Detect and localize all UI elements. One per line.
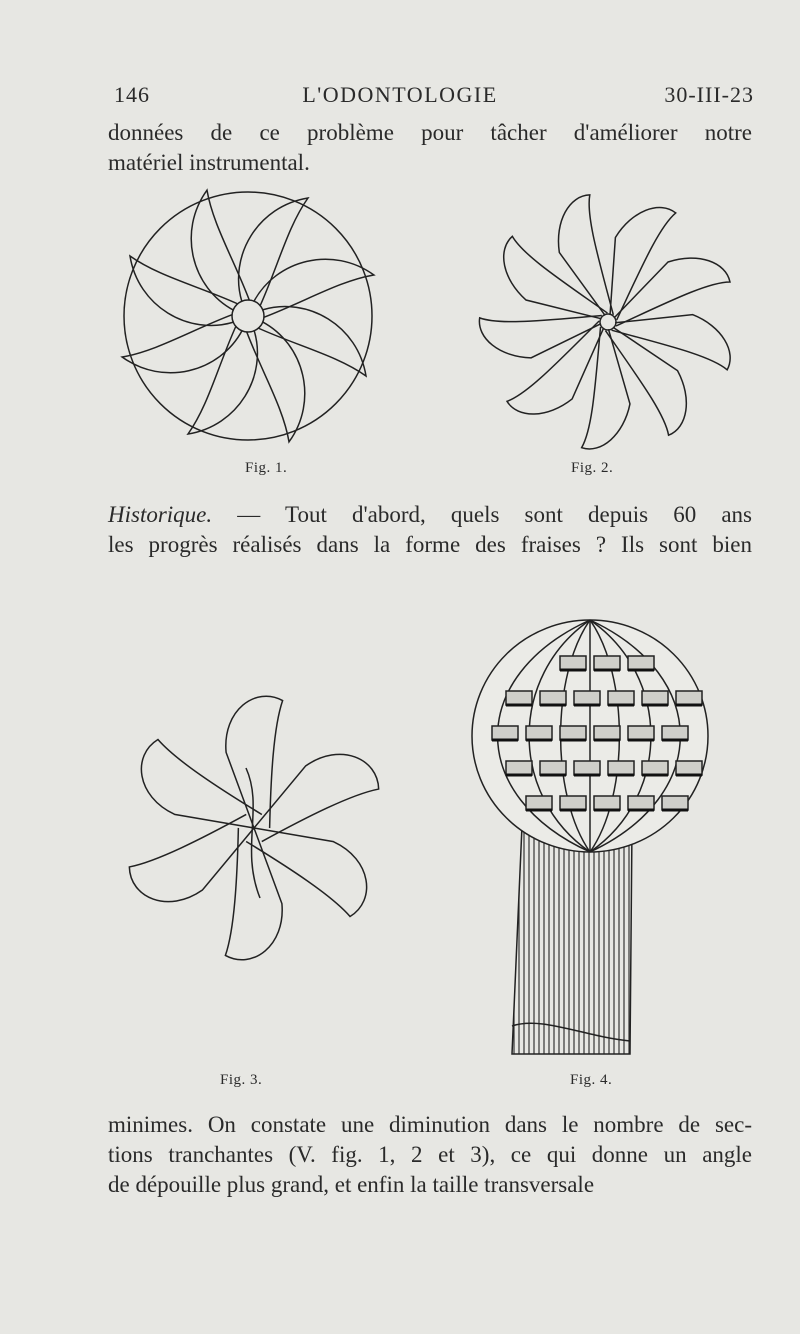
- blade-line: [239, 198, 308, 306]
- tooth-shape: [676, 761, 702, 775]
- issue-date: 30-III-23: [664, 82, 754, 107]
- running-title: L'ODONTOLOGIE: [302, 82, 498, 107]
- text-line: données de ce problème pour tâcher d'améliorer notre: [108, 120, 752, 145]
- figure-2-caption: Fig. 2.: [571, 460, 614, 476]
- tooth-shape: [492, 726, 518, 740]
- tooth-shape: [594, 726, 620, 740]
- tooth-shape: [594, 656, 620, 670]
- tooth-shape: [676, 691, 702, 705]
- figure-4-illustration: [462, 586, 722, 1066]
- tooth-shape: [628, 656, 654, 670]
- tooth-shape: [642, 761, 668, 775]
- blade-line: [544, 325, 661, 459]
- tooth-shape: [560, 796, 586, 810]
- blade-line: [614, 258, 730, 326]
- blade-line: [188, 326, 257, 434]
- text-line: tions tranchantes (V. fig. 1, 2 et 3), ce qui donne un angle: [108, 1142, 752, 1167]
- paragraph-historique: [108, 500, 752, 560]
- text-line: de dépouille plus grand, et enfin la taille transversale: [108, 1172, 595, 1197]
- blade-line: [252, 741, 384, 860]
- tooth-shape: [608, 691, 634, 705]
- blade-line: [471, 277, 603, 381]
- tooth-shape: [662, 796, 688, 810]
- text-line: matériel instrumental.: [108, 150, 310, 175]
- text-run: — Tout d'abord, quels sont depuis 60 ans: [212, 502, 752, 527]
- tooth-shape: [540, 691, 566, 705]
- paragraph-intro: [108, 118, 752, 178]
- section-heading: Historique.: [108, 502, 213, 527]
- figure-3-illustration: [124, 698, 384, 958]
- text-line: [108, 500, 752, 530]
- blade-line: [258, 307, 366, 376]
- blade-line: [605, 317, 692, 443]
- paragraph-conclusion: [108, 1110, 752, 1200]
- figure-3-caption: Fig. 3.: [220, 1072, 263, 1088]
- tooth-shape: [574, 761, 600, 775]
- tooth-shape: [540, 761, 566, 775]
- tooth-shape: [526, 726, 552, 740]
- figure-2-illustration: [478, 192, 738, 452]
- blade-line: [243, 798, 377, 941]
- page-number: 146: [114, 82, 150, 107]
- blade-line: [187, 683, 338, 836]
- tooth-shape: [560, 656, 586, 670]
- blade-line: [492, 320, 624, 424]
- tooth-shape: [662, 726, 688, 740]
- tooth-shape: [642, 691, 668, 705]
- tooth-shape: [574, 691, 600, 705]
- tooth-shape: [526, 796, 552, 810]
- text-line: les progrès réalisés dans la forme des fraises ? Ils sont bien: [108, 532, 752, 557]
- blade-line: [130, 256, 238, 325]
- blade-line: [610, 277, 743, 404]
- text-line: minimes. On constate une diminution dans le nombre de sec-: [108, 1112, 752, 1137]
- tooth-shape: [506, 761, 532, 775]
- blade-line: [546, 191, 633, 317]
- figure-1-caption: Fig. 1.: [245, 460, 288, 476]
- tooth-shape: [608, 761, 634, 775]
- tooth-shape: [628, 726, 654, 740]
- tooth-shape: [560, 726, 586, 740]
- tooth-shape: [594, 796, 620, 810]
- tooth-shape: [506, 691, 532, 705]
- figure-4-caption: Fig. 4.: [570, 1072, 613, 1088]
- figure-1-illustration: [118, 186, 378, 446]
- tooth-shape: [628, 796, 654, 810]
- blade-line: [170, 820, 321, 973]
- blade-line: [124, 796, 256, 915]
- blade-line: [132, 715, 266, 858]
